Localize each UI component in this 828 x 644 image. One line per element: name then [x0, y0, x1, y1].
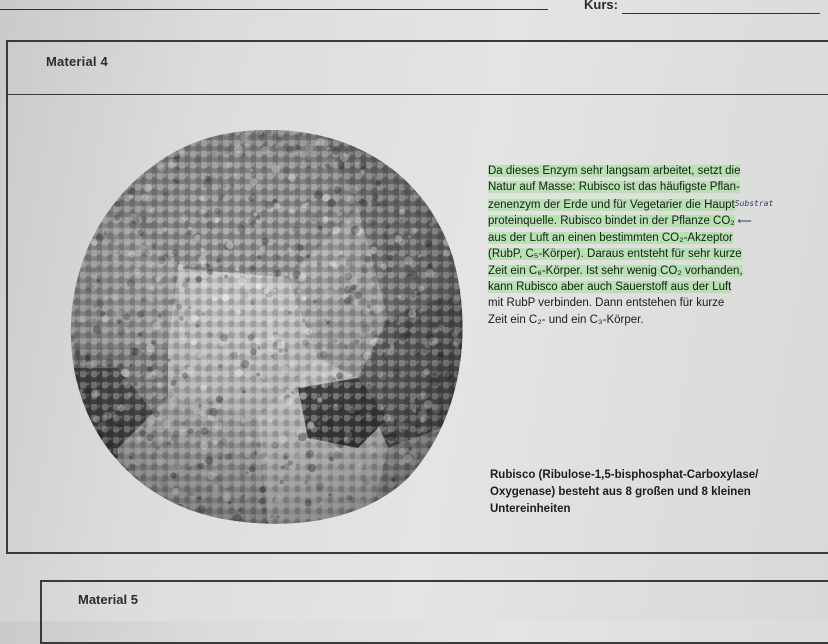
figure-caption: Rubisco (Ribulose-1,5-bisphosphat-Carboxylase/ Oxygenase) besteht aus 8 großen und 8 kleinen Untereinheiten	[490, 469, 759, 515]
rubisco-molecule-image	[58, 118, 468, 528]
material-4-text	[488, 163, 800, 328]
kurs-label: Kurs:	[584, 0, 618, 12]
name-line	[0, 9, 548, 10]
text-line: aus der Luft an einen bestimmten CO₂-Akzeptor	[488, 232, 733, 245]
text-line: Da dieses Enzym sehr langsam arbeitet, setzt die	[488, 165, 741, 177]
handwritten-note: Substrat	[734, 198, 774, 208]
text-line: Zeit ein C₆-Körper. Ist sehr wenig CO₂ vorhanden,	[488, 264, 743, 277]
text-line: (RubP, C₅-Körper). Daraus entsteht für sehr kurze	[488, 248, 742, 261]
text-line: zenenzym der Erde und für Vegetarier die Haupt	[488, 198, 735, 211]
material-4-label: Material 4	[46, 54, 108, 69]
material-4-header	[8, 42, 828, 95]
text-line: mit RubP verbinden. Dann entstehen für kurze	[488, 297, 725, 310]
text-line: Zeit ein C₂- und ein C₃-Körper.	[488, 313, 644, 326]
text-line: Natur auf Masse: Rubisco ist das häufigste Pflan-	[488, 181, 740, 194]
text-line: kann Rubisco aber auch Sauerstoff aus der Luft	[488, 281, 732, 294]
handwritten-arrow-icon: ⟵	[734, 215, 752, 227]
material-5-label: Material 5	[78, 592, 138, 607]
material-5-box	[40, 580, 828, 644]
kurs-line	[622, 13, 820, 14]
text-line: proteinquelle. Rubisco bindet in der Pflanze CO₂	[488, 214, 735, 227]
